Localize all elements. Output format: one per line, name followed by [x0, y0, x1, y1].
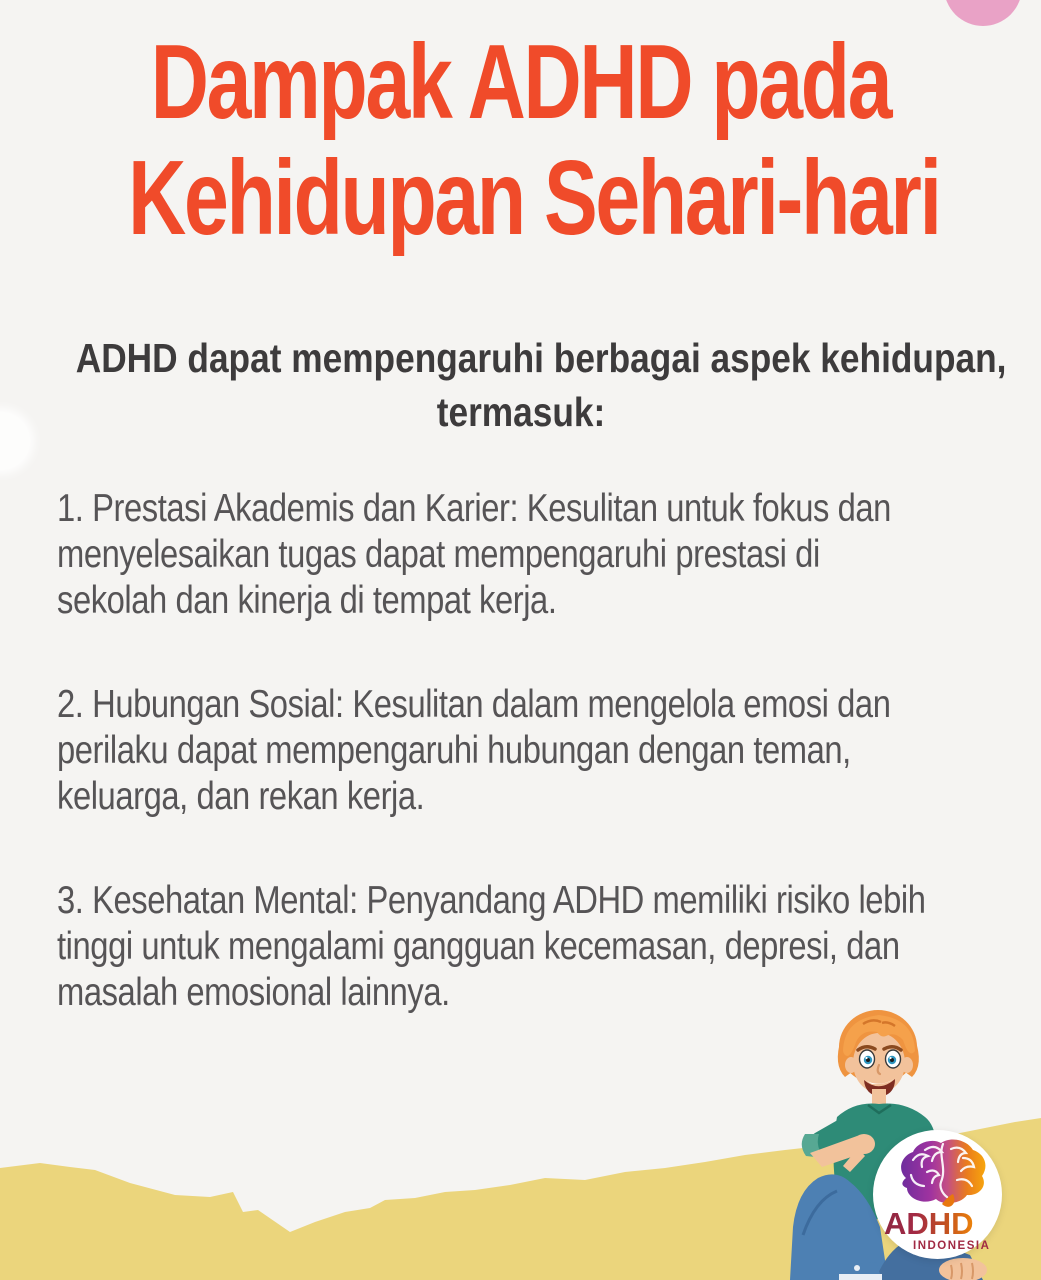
logo-brand-text: ADHD	[884, 1206, 974, 1241]
brain-icon	[891, 1138, 991, 1212]
adhd-indonesia-logo	[873, 1130, 1002, 1259]
logo-country-text: INDONESIA	[913, 1240, 991, 1252]
pink-accent-circle	[944, 0, 1022, 26]
title-line-1: Dampak ADHD pada	[150, 23, 891, 141]
poster-title	[0, 24, 1041, 256]
point-line: keluarga, dan rekan kerja.	[57, 775, 425, 818]
point-line: tinggi untuk mengalami gangguan kecemasan, depresi, dan	[57, 925, 900, 968]
point-line: 1. Prestasi Akademis dan Karier: Kesulitan untuk fokus dan	[57, 487, 891, 530]
points-list	[57, 486, 1041, 1074]
point-line: sekolah dan kinerja di tempat kerja.	[57, 579, 557, 622]
point-social-relations	[57, 682, 1041, 820]
intro-line-1: ADHD dapat mempengaruhi berbagai aspek kehidupan,	[75, 335, 1007, 381]
title-line-2: Kehidupan Sehari-hari	[128, 139, 940, 257]
point-line: 3. Kesehatan Mental: Penyandang ADHD memiliki risiko lebih	[57, 879, 926, 922]
point-line: 2. Hubungan Sosial: Kesulitan dalam mengelola emosi dan	[57, 683, 891, 726]
intro-text	[0, 331, 1041, 439]
point-line: masalah emosional lainnya.	[57, 971, 450, 1014]
point-academic-career	[57, 486, 1041, 624]
intro-line-2: termasuk:	[436, 389, 605, 435]
boy-sneaker	[839, 1262, 882, 1280]
point-line: menyelesaikan tugas dapat mempengaruhi prestasi di	[57, 533, 820, 576]
point-line: perilaku dapat mempengaruhi hubungan dengan teman,	[57, 729, 851, 772]
